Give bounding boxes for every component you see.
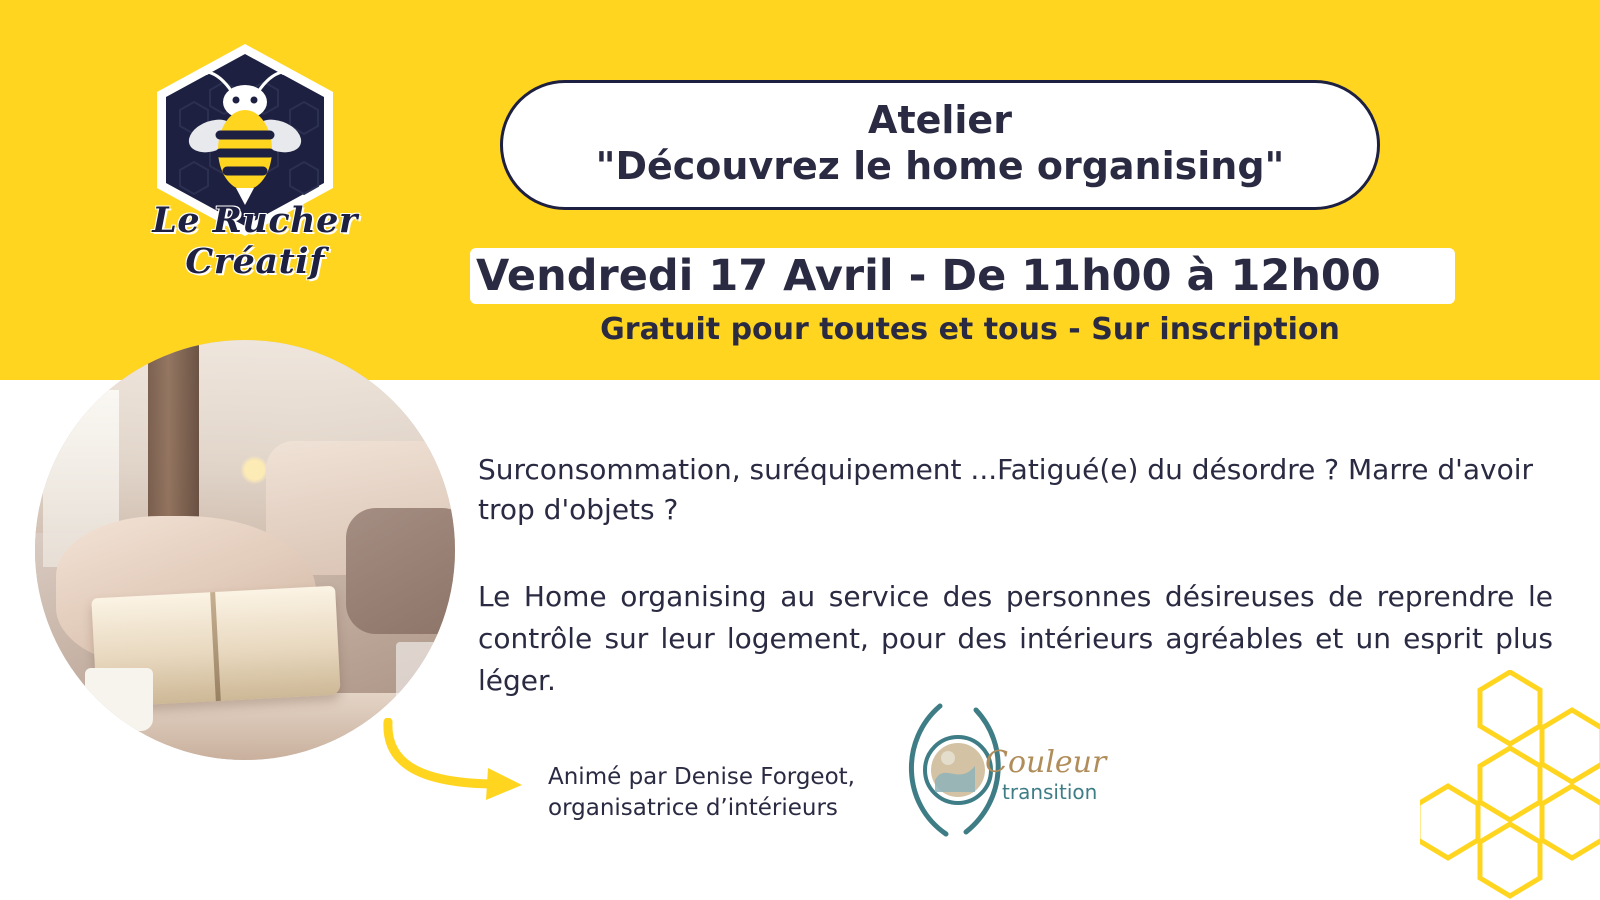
cosy-interior-photo: [35, 340, 455, 760]
brand-logo-text: Le Rucher Créatif: [152, 200, 358, 282]
partner-subtitle: transition: [1002, 780, 1098, 804]
photo-base: [35, 340, 455, 760]
curved-arrow-icon: [380, 718, 540, 808]
description-block: [478, 450, 1568, 702]
animator-credit: [548, 762, 888, 824]
photo-glass: [396, 642, 455, 709]
photo-cup: [85, 668, 152, 731]
event-subtitle: Gratuit pour toutes et tous - Sur inscription: [600, 312, 1340, 347]
workshop-title-pill: [500, 80, 1380, 210]
event-date-banner: [470, 248, 1455, 304]
workshop-title-line2: "Découvrez le home organising": [595, 144, 1285, 189]
event-date-text: Vendredi 17 Avril - De 11h00 à 12h00: [476, 251, 1381, 301]
description-intro: Surconsommation, suréquipement ...Fatigué(e) du désordre ? Marre d'avoir trop d'objets ?: [478, 453, 1534, 526]
description-main: Le Home organising au service des personnes désireuses de reprendre le contrôle sur leur logement, pour des intérieurs agréables et un esprit plus léger.: [478, 579, 1553, 697]
animator-credit-line1: Animé par Denise Forgeot,: [548, 764, 855, 790]
partner-name: Couleur: [985, 745, 1107, 780]
honeycomb-icon: [1420, 670, 1600, 900]
photo-cushion-dark: [346, 508, 455, 634]
photo-wood-post: [148, 340, 198, 525]
animator-credit-line2: organisatrice d’intérieurs: [548, 795, 838, 822]
brand-logo: [90, 30, 420, 280]
workshop-title-line1: Atelier: [868, 98, 1012, 143]
